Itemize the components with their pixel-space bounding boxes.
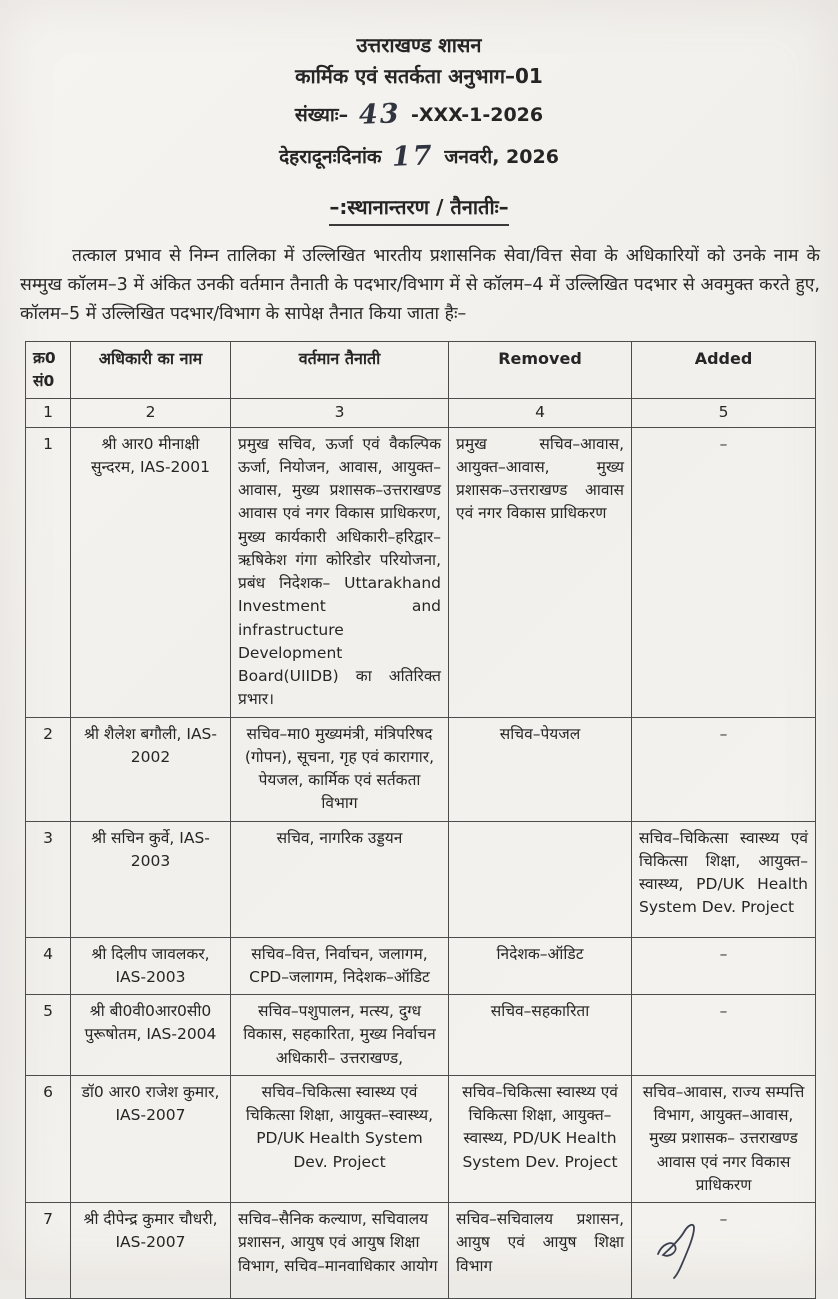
header-serial-no: क्र0 सं0 <box>26 341 71 399</box>
officer-name: श्री आर0 मीनाक्षी सुन्दरम, IAS-2001 <box>71 427 231 717</box>
table-row <box>26 717 816 821</box>
intro-paragraph: तत्काल प्रभाव से निम्न तालिका में उल्लिखित भारतीय प्रशासनिक सेवा/वित्त सेवा के अधिकारियों को उनके नाम के सम्मुख कॉलम–3 में अंकित उनकी वर्तमान तैनाती के पदभार/विभाग में से कॉलम–4 में उल्लिखित पदभार से अवमुक्त करते हुए, कॉलम–5 में उल्लिखित पदभार/विभाग के सापेक्ष तैनात किया जाता हैः– <box>20 245 820 324</box>
subject-line: –:स्थानान्तरण / तैनातीः– <box>329 192 508 226</box>
header-removed: Removed <box>449 341 632 399</box>
officer-name: श्री दीपेन्द्र कुमार चौधरी, IAS-2007 <box>71 1203 231 1299</box>
officer-name: श्री दिलीप जावलकर, IAS-2003 <box>71 937 231 995</box>
table-row <box>26 937 816 995</box>
added-posting: – <box>632 995 816 1076</box>
row-serial: 7 <box>26 1203 71 1299</box>
current-posting: सचिव–पशुपालन, मत्स्य, दुग्ध विकास, सहकारिता, मुख्य निर्वाचन अधिकारी– उत्तराखण्ड, <box>231 995 449 1076</box>
transfer-table <box>25 341 816 1299</box>
removed-posting: सचिव–सहकारिता <box>449 995 632 1076</box>
row-serial: 3 <box>26 821 71 937</box>
header-added: Added <box>632 341 816 399</box>
row-serial: 1 <box>26 427 71 717</box>
current-posting: सचिव–सैनिक कल्याण, सचिवालय प्रशासन, आयुष एवं आयुष शिक्षा विभाग, सचिव–मानवाधिकार आयोग <box>231 1203 449 1299</box>
header-current-posting: वर्तमान तैनाती <box>231 341 449 399</box>
row-serial: 6 <box>26 1075 71 1202</box>
added-posting: सचिव–चिकित्सा स्वास्थ्य एवं चिकित्सा शिक्षा, आयुक्त–स्वास्थ्य, PD/UK Health System Dev. Project <box>632 821 816 937</box>
current-posting: सचिव–चिकित्सा स्वास्थ्य एवं चिकित्सा शिक्षा, आयुक्त–स्वास्थ्य, PD/UK Health System Dev. Project <box>231 1075 449 1202</box>
order-number-prefix: संख्याः– <box>294 104 349 126</box>
added-posting: – <box>632 1203 816 1299</box>
officer-name: डॉ0 आर0 राजेश कुमार, IAS-2007 <box>71 1075 231 1202</box>
column-number-row <box>26 399 816 427</box>
col-number: 2 <box>71 399 231 427</box>
col-number: 4 <box>449 399 632 427</box>
table-row <box>26 995 816 1076</box>
date-prefix: देहरादूनःदिनांक <box>279 145 382 168</box>
removed-posting: सचिव–सचिवालय प्रशासन, आयुष एवं आयुष शिक्षा विभाग <box>449 1203 632 1299</box>
current-posting: सचिव–मा0 मुख्यमंत्री, मंत्रिपरिषद (गोपन), सूचना, गृह एवं कारागार, पेयजल, कार्मिक एवं सर्तकता विभाग <box>231 717 449 821</box>
added-posting: – <box>632 427 816 717</box>
col-number: 5 <box>632 399 816 427</box>
header-officer-name: अधिकारी का नाम <box>71 341 231 399</box>
added-posting: – <box>632 937 816 995</box>
document-header <box>0 0 838 226</box>
table-row <box>26 821 816 937</box>
row-serial: 5 <box>26 995 71 1076</box>
removed-posting: प्रमुख सचिव–आवास, आयुक्त–आवास, मुख्य प्रशासक–उत्तराखण्ड आवास एवं नगर विकास प्राधिकरण <box>449 427 632 717</box>
officer-name: श्री सचिन कुर्वे, IAS-2003 <box>71 821 231 937</box>
table-header-row <box>26 341 816 399</box>
officer-name: श्री शैलेश बगौली, IAS-2002 <box>71 717 231 821</box>
order-number-line <box>0 92 838 134</box>
government-title: उत्तराखण्ड शासन <box>356 33 482 57</box>
removed-posting: सचिव–चिकित्सा स्वास्थ्य एवं चिकित्सा शिक्षा, आयुक्त–स्वास्थ्य, PD/UK Health System Dev. Project <box>449 1075 632 1202</box>
handwritten-order-number: 43 <box>358 98 401 131</box>
table-row <box>26 427 816 717</box>
removed-posting <box>449 821 632 937</box>
removed-posting: निदेशक–ऑडिट <box>449 937 632 995</box>
row-serial: 2 <box>26 717 71 821</box>
row-serial: 4 <box>26 937 71 995</box>
current-posting: सचिव, नागरिक उड्डयन <box>231 821 449 937</box>
removed-posting: सचिव–पेयजल <box>449 717 632 821</box>
department-title: कार्मिक एवं सतर्कता अनुभाग–01 <box>295 64 543 88</box>
date-suffix: जनवरी, 2026 <box>444 145 559 168</box>
table-row <box>26 1075 816 1202</box>
date-line <box>0 134 838 176</box>
signature-mark <box>652 1220 712 1280</box>
current-posting: प्रमुख सचिव, ऊर्जा एवं वैकल्पिक ऊर्जा, नियोजन, आवास, आयुक्त–आवास, मुख्य प्रशासक–उत्तराखण्ड आवास एवं नगर विकास प्राधिकरण, मुख्य कार्यकारी अधिकारी–हरिद्वार–ऋषिकेश गंगा कोरिडोर परियोजना, प्रबंध निदेशक– Uttarakhand Investment and infrastructure Development Board(UIIDB) का अतिरिक्त प्रभार। <box>231 427 449 717</box>
officer-name: श्री बी0वी0आर0सी0 पुरूषोतम, IAS-2004 <box>71 995 231 1076</box>
handwritten-date: 17 <box>391 140 435 173</box>
col-number: 1 <box>26 399 71 427</box>
added-posting: सचिव–आवास, राज्य सम्पत्ति विभाग, आयुक्त–आवास, मुख्य प्रशासक– उत्तराखण्ड आवास एवं नगर विकास प्राधिकरण <box>632 1075 816 1202</box>
col-number: 3 <box>231 399 449 427</box>
current-posting: सचिव–वित्त, निर्वाचन, जलागम, CPD–जलागम, निदेशक–ऑडिट <box>231 937 449 995</box>
added-posting: – <box>632 717 816 821</box>
order-number-suffix: -XXX-1-2026 <box>410 104 544 126</box>
